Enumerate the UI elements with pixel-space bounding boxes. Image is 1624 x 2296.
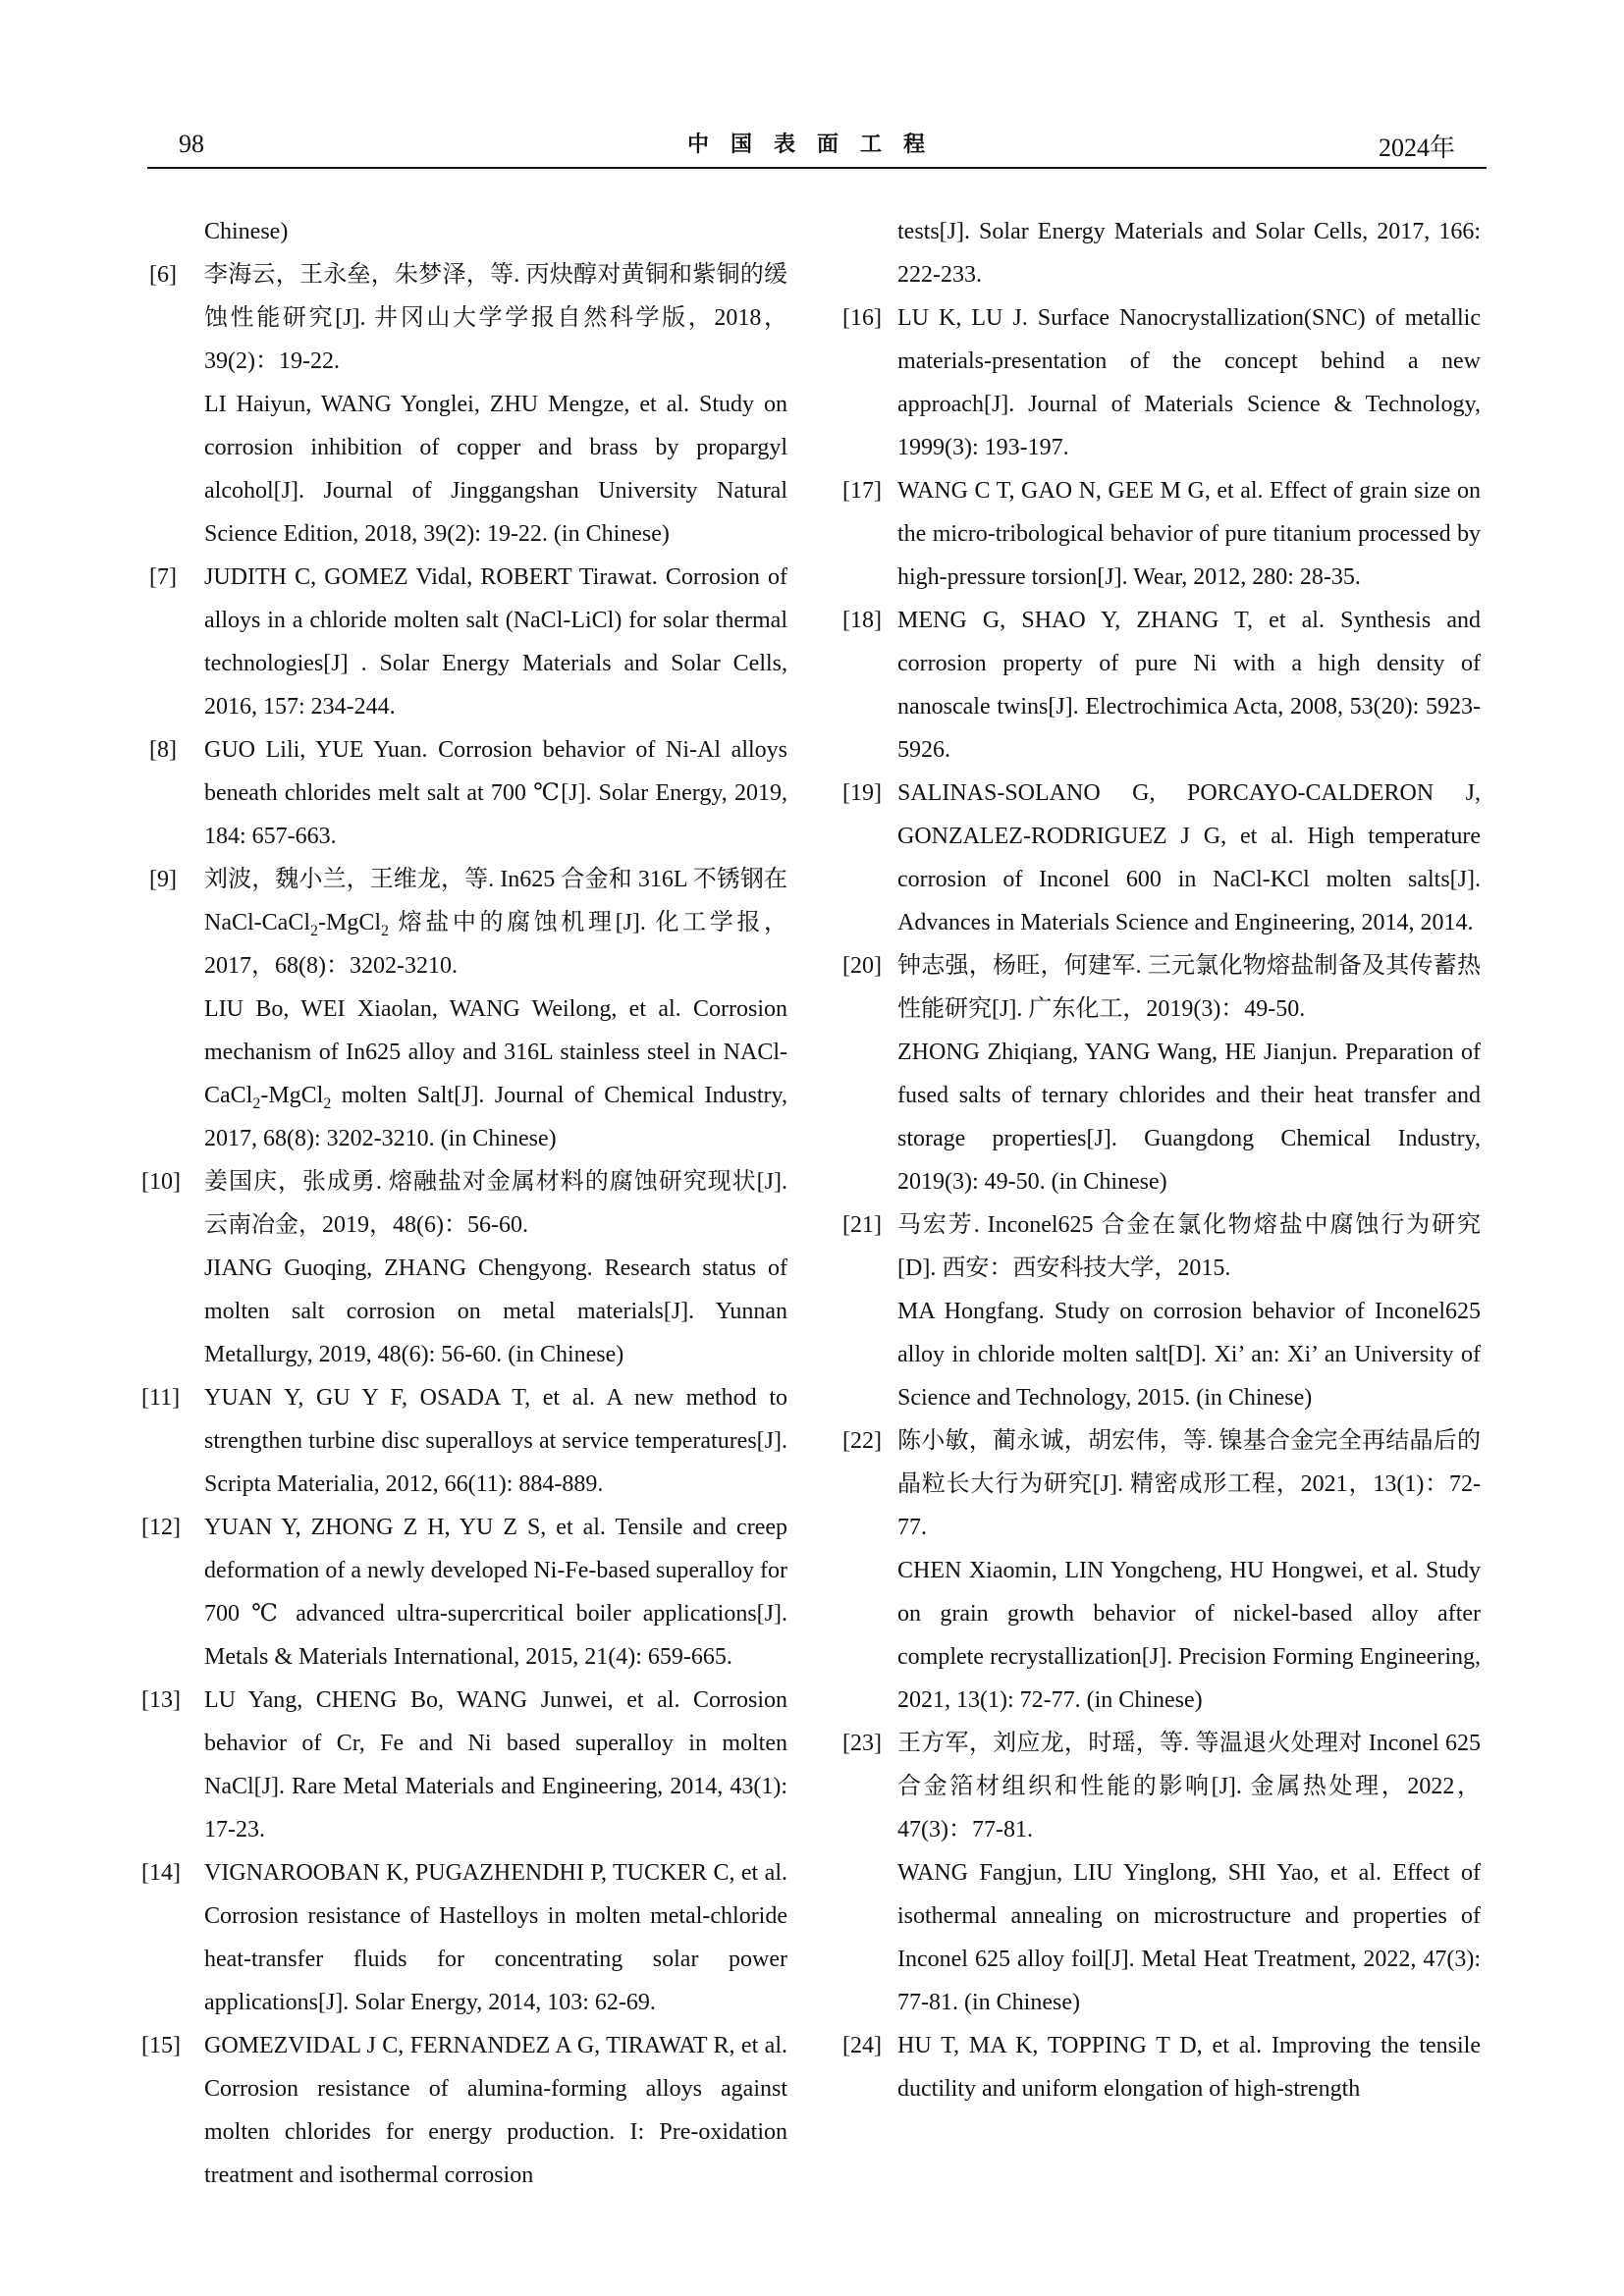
reference-text-en: ZHONG Zhiqiang, YANG Wang, HE Jianjun. Preparation of fused salts of ternary chlorides and their heat transfer and storage properties[J]. Guangdong Chemical Industry, 2019(3): 49-50. (in Chinese)	[897, 1040, 1481, 1195]
reference-12	[141, 1506, 787, 1679]
reference-text-en: YUAN Y, ZHONG Z H, YU Z S, et al. Tensile and creep deformation of a newly developed Ni-Fe-based superalloy for 700 ℃ advanced ultra-supercritical boiler applications[J]. Metals & Materials International, 2015, 21(4): 659-665.	[204, 1515, 787, 1670]
reference-text-en: WANG C T, GAO N, GEE M G, et al. Effect of grain size on the micro-tribological behavior of pure titanium processed by high-pressure torsion[J]. Wear, 2012, 280: 28-35.	[897, 478, 1481, 590]
reference-23	[842, 1722, 1481, 2024]
reference-13	[141, 1679, 787, 1851]
reference-text-en: GOMEZVIDAL J C, FERNANDEZ A G, TIRAWAT R, et al. Corrosion resistance of alumina-forming alloys against molten chlorides for energy production. I: Pre-oxidation treatment and isothermal corrosion	[204, 2033, 787, 2188]
reference-text-en: LI Haiyun, WANG Yonglei, ZHU Mengze, et al. Study on corrosion inhibition of copper and brass by propargyl alcohol[J]. Journal of Jinggangshan University Natural Science Edition, 2018, 39(2): 19-22. (in Chinese)	[204, 392, 787, 547]
reference-text-en: VIGNAROOBAN K, PUGAZHENDHI P, TUCKER C, et al. Corrosion resistance of Hastelloys in molten metal-chloride heat-transfer fluids for concentrating solar power applications[J]. Solar Energy, 2014, 103: 62-69.	[204, 1860, 787, 2015]
reference-text-cn: 陈小敏，蔺永诚，胡宏伟，等. 镍基合金完全再结晶后的晶粒长大行为研究[J]. 精密成形工程，2021，13(1)：72-77.	[897, 1428, 1481, 1540]
reference-number: [14]	[141, 1860, 181, 1886]
reference-text: tests[J]. Solar Energy Materials and Solar Cells, 2017, 166: 222-233.	[897, 219, 1481, 288]
reference-number: [18]	[842, 608, 882, 633]
reference-text-cn: 马宏芳. Inconel625 合金在氯化物熔盐中腐蚀行为研究[D]. 西安：西安科技大学，2015.	[897, 1212, 1481, 1281]
reference-9	[149, 858, 787, 1160]
reference-text-en: JUDITH C, GOMEZ Vidal, ROBERT Tirawat. Corrosion of alloys in a chloride molten salt (NaCl-LiCl) for solar thermal technologies[J] . Solar Energy Materials and Solar Cells, 2016, 157: 234-244.	[204, 564, 787, 720]
reference-17	[842, 469, 1481, 599]
reference-number: [16]	[842, 305, 882, 331]
reference-number: [8]	[149, 737, 177, 763]
reference-text-cn: 刘波，魏小兰，王维龙，等. In625 合金和 316L 不锈钢在 NaCl-CaCl$_2$-MgCl$_2$ 熔盐中的腐蚀机理[J]. 化工学报，2017，68(8)：3202-3210.	[204, 867, 787, 979]
reference-7	[149, 556, 787, 728]
reference-18	[842, 599, 1481, 772]
reference-19	[842, 772, 1481, 944]
reference-number: [21]	[842, 1212, 882, 1238]
reference-text-en: CHEN Xiaomin, LIN Yongcheng, HU Hongwei, et al. Study on grain growth behavior of nickel-based alloy after complete recrystallization[J]. Precision Forming Engineering, 2021, 13(1): 72-77. (in Chinese)	[897, 1558, 1481, 1713]
reference-number: [22]	[842, 1428, 882, 1454]
reference-text-en: LU Yang, CHENG Bo, WANG Junwei, et al. Corrosion behavior of Cr, Fe and Ni based superalloy in molten NaCl[J]. Rare Metal Materials and Engineering, 2014, 43(1): 17-23.	[204, 1687, 787, 1842]
reference-continuation	[842, 210, 1481, 296]
reference-number: [7]	[149, 564, 177, 590]
reference-number: [24]	[842, 2033, 882, 2058]
reference-number: [10]	[141, 1169, 181, 1195]
reference-number: [19]	[842, 780, 882, 806]
reference-text-en: WANG Fangjun, LIU Yinglong, SHI Yao, et al. Effect of isothermal annealing on microstructure and properties of Inconel 625 alloy foil[J]. Metal Heat Treatment, 2022, 47(3): 77-81. (in Chinese)	[897, 1860, 1481, 2015]
reference-number: [15]	[141, 2033, 181, 2058]
reference-number: [23]	[842, 1731, 882, 1756]
reference-20	[842, 944, 1481, 1203]
right-column	[842, 210, 1481, 2110]
reference-24	[842, 2024, 1481, 2110]
reference-text-en: YUAN Y, GU Y F, OSADA T, et al. A new method to strengthen turbine disc superalloys at service temperatures[J]. Scripta Materialia, 2012, 66(11): 884-889.	[204, 1385, 787, 1497]
journal-title: 中国表面工程	[686, 133, 947, 157]
issue-year: 2024年	[1378, 133, 1455, 162]
reference-text-en: JIANG Guoqing, ZHANG Chengyong. Research status of molten salt corrosion on metal materials[J]. Yunnan Metallurgy, 2019, 48(6): 56-60. (in Chinese)	[204, 1255, 787, 1367]
reference-11	[141, 1376, 787, 1506]
reference-15	[141, 2024, 787, 2197]
reference-number: [9]	[149, 867, 177, 892]
reference-14	[141, 1851, 787, 2024]
reference-22	[842, 1419, 1481, 1722]
reference-text-en: MA Hongfang. Study on corrosion behavior of Inconel625 alloy in chloride molten salt[D]. Xi’ an: Xi’ an University of Science and Technology, 2015. (in Chinese)	[897, 1299, 1481, 1411]
reference-text-en: LIU Bo, WEI Xiaolan, WANG Weilong, et al. Corrosion mechanism of In625 alloy and 316L stainless steel in NACl-CaCl$_2$-MgCl$_2$ molten Salt[J]. Journal of Chemical Industry, 2017, 68(8): 3202-3210. (in Chinese)	[204, 996, 787, 1151]
reference-16	[842, 296, 1481, 469]
reference-number: [17]	[842, 478, 882, 504]
reference-number: [12]	[141, 1515, 181, 1540]
page-header	[147, 120, 1487, 169]
left-column	[141, 210, 787, 2197]
reference-text-en: SALINAS-SOLANO G, PORCAYO-CALDERON J, GONZALEZ-RODRIGUEZ J G, et al. High temperature corrosion of Inconel 600 in NaCl-KCl molten salts[J]. Advances in Materials Science and Engineering, 2014, 2014.	[897, 780, 1481, 935]
reference-continuation	[149, 210, 787, 253]
reference-text-en: MENG G, SHAO Y, ZHANG T, et al. Synthesis and corrosion property of pure Ni with a high density of nanoscale twins[J]. Electrochimica Acta, 2008, 53(20): 5923-5926.	[897, 608, 1481, 763]
reference-text-en: LU K, LU J. Surface Nanocrystallization(SNC) of metallic materials-presentation of the concept behind a new approach[J]. Journal of Materials Science & Technology, 1999(3): 193-197.	[897, 305, 1481, 460]
reference-number: [6]	[149, 262, 177, 288]
reference-text-cn: 李海云，王永垒，朱梦泽，等. 丙炔醇对黄铜和紫铜的缓蚀性能研究[J]. 井冈山大学学报自然科学版，2018，39(2)：19-22.	[204, 262, 787, 374]
reference-text-en: HU T, MA K, TOPPING T D, et al. Improving the tensile ductility and uniform elongation of high-strength	[897, 2033, 1481, 2102]
reference-number: [13]	[141, 1687, 181, 1713]
reference-text-cn: 钟志强，杨旺，何建军. 三元氯化物熔盐制备及其传蓄热性能研究[J]. 广东化工，2019(3)：49-50.	[897, 953, 1481, 1022]
reference-6	[149, 253, 787, 556]
reference-text-cn: 姜国庆，张成勇. 熔融盐对金属材料的腐蚀研究现状[J]. 云南冶金，2019，48(6)：56-60.	[204, 1169, 787, 1238]
reference-text: Chinese)	[204, 219, 289, 244]
page-number: 98	[179, 130, 204, 158]
reference-text-en: GUO Lili, YUE Yuan. Corrosion behavior of Ni-Al alloys beneath chlorides melt salt at 700 ℃[J]. Solar Energy, 2019, 184: 657-663.	[204, 737, 787, 849]
reference-21	[842, 1203, 1481, 1419]
reference-text-cn: 王方军，刘应龙，时瑶，等. 等温退火处理对 Inconel 625 合金箔材组织和性能的影响[J]. 金属热处理，2022，47(3)：77-81.	[897, 1731, 1481, 1842]
reference-number: [20]	[842, 953, 882, 979]
reference-10	[141, 1160, 787, 1376]
reference-8	[149, 728, 787, 858]
reference-number: [11]	[141, 1385, 181, 1411]
